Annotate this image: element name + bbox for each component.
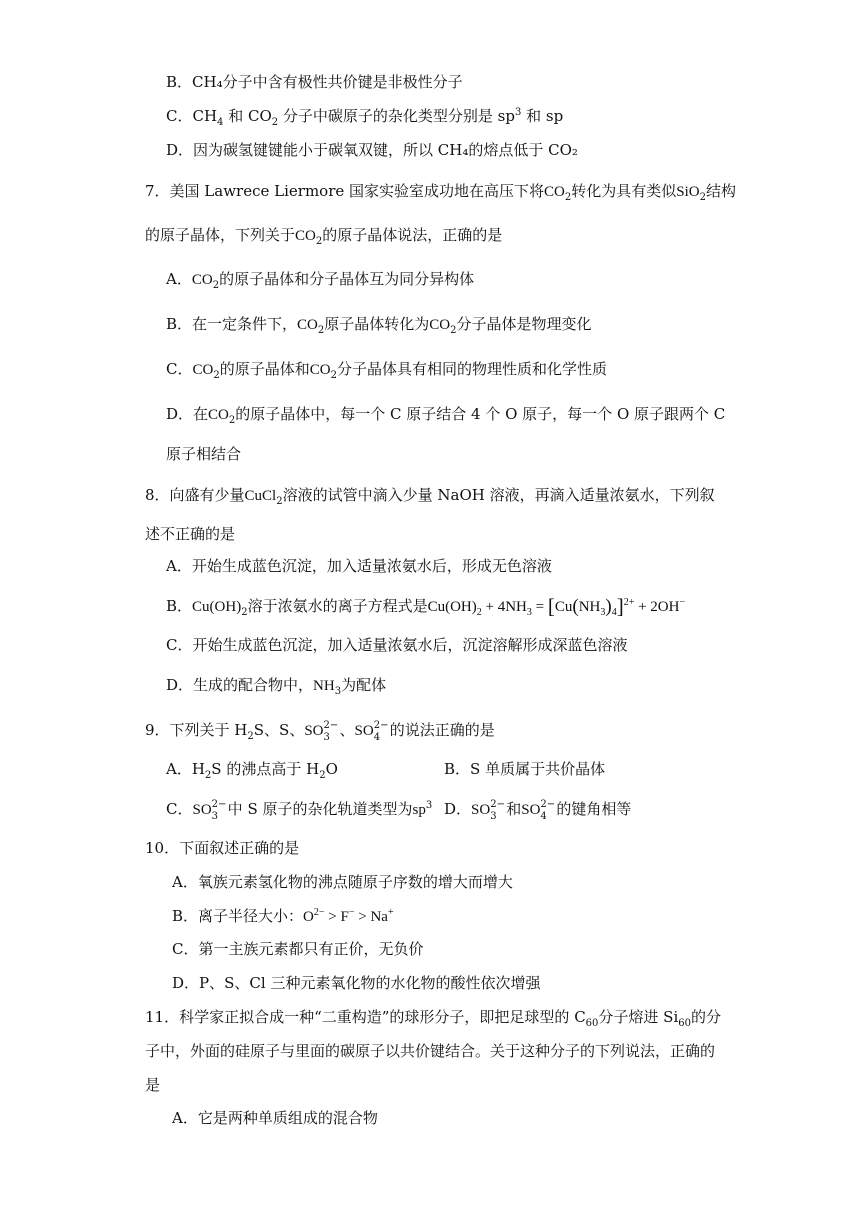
q7-option-d-line2: 原子相结合 [166, 445, 242, 463]
q9-option-b: B．S 单质属于共价晶体 [444, 760, 606, 778]
q10-option-b: B．离子半径大小：$O^{2-} > F^- > Na^+$ [172, 907, 394, 925]
q7-option-d: D．在$CO_2$的原子晶体中，每一个 C 原子结合 4 个 O 原子，每一个 O 原子跟两个 C [166, 405, 726, 426]
q6-option-b-text: B．CH₄分子中含有极性共价键是非极性分子 [166, 73, 463, 91]
q6-option-b [166, 72, 463, 92]
q7-option-a: A．$CO_2$的原子晶体和分子晶体互为同分异构体 [166, 270, 475, 291]
q7-stem: 7．美国 Lawrece Liermore 国家实验室成功地在高压下将$CO_2$转化为具有类似SiO$_2$结构 [145, 182, 736, 203]
q11-stem: 11．科学家正拟合成一种“二重构造”的球形分子，即把足球型的 $C_{60}$分子熔进 $Si_{60}$的分 [145, 1008, 721, 1029]
q11-option-a: A．它是两种单质组成的混合物 [172, 1109, 378, 1127]
q9-stem: 9．下列关于 $H_2S$、S、SO 2− 3 、SO 2− 4 的说法正确的是 [145, 720, 495, 743]
q7-stem-line2: 的原子晶体，下列关于$CO_2$的原子晶体说法，正确的是 [145, 226, 503, 247]
q10-option-d: D．P、S、Cl 三种元素氧化物的水化物的酸性依次增强 [172, 974, 541, 992]
q7-option-c: C．$CO_2$的原子晶体和$CO_2$分子晶体具有相同的物理性质和化学性质 [166, 360, 607, 381]
ion-equation: $Cu(OH)_2 + 4NH_3 = [Cu(NH_3)_4]^{2+} + 2OH^-$ [427, 594, 686, 618]
q9-option-c: C．SO 2− 3 中 S 原子的杂化轨道类型为$sp^3$ [166, 799, 433, 822]
q6-option-c: C．$CH_4$ 和 $CO_2$ 分子中碳原子的杂化类型分别是 $sp^3$ 和 sp [166, 107, 564, 128]
q9-option-d: D．SO 2− 3 和SO 2− 4 的键角相等 [444, 799, 632, 822]
q11-stem-line3: 是 [145, 1076, 161, 1094]
q7-option-b: B．在一定条件下，$CO_2$原子晶体转化为$CO_2$分子晶体是物理变化 [166, 315, 592, 336]
q8-stem: 8．向盛有少量CuCl$_2$溶液的试管中滴入少量 NaOH 溶液，再滴入适量浓氨水，下列叙 [145, 486, 715, 507]
q8-option-b: B．$Cu(OH)_2$溶于浓氨水的离子方程式是$Cu(OH)_2 + 4NH_3 = [Cu(NH_3)_4]^{2+} + 2OH^-$ [166, 594, 686, 618]
q8-stem-line2: 述不正确的是 [145, 525, 236, 543]
q10-option-c: C．第一主族元素都只有正价，无负价 [172, 940, 424, 958]
q6-option-d [166, 140, 578, 160]
q10-option-a: A．氧族元素氢化物的沸点随原子序数的增大而增大 [172, 873, 513, 891]
q10-stem: 10．下面叙述正确的是 [145, 839, 300, 857]
q11-stem-line2: 子中，外面的硅原子与里面的碳原子以共价键结合。关于这种分子的下列说法，正确的 [145, 1042, 716, 1060]
q8-option-d: D．生成的配合物中，$NH_3$为配体 [166, 676, 387, 697]
q6-option-d-text: D．因为碳氢键键能小于碳氧双键，所以 CH₄的熔点低于 CO₂ [166, 141, 578, 159]
q9-option-a: A．$H_2S$ 的沸点高于 $H_2O$ [166, 760, 338, 781]
q8-option-c: C．开始生成蓝色沉淀，加入适量浓氨水后，沉淀溶解形成深蓝色溶液 [166, 636, 628, 654]
q8-option-a: A．开始生成蓝色沉淀，加入适量浓氨水后，形成无色溶液 [166, 557, 552, 575]
